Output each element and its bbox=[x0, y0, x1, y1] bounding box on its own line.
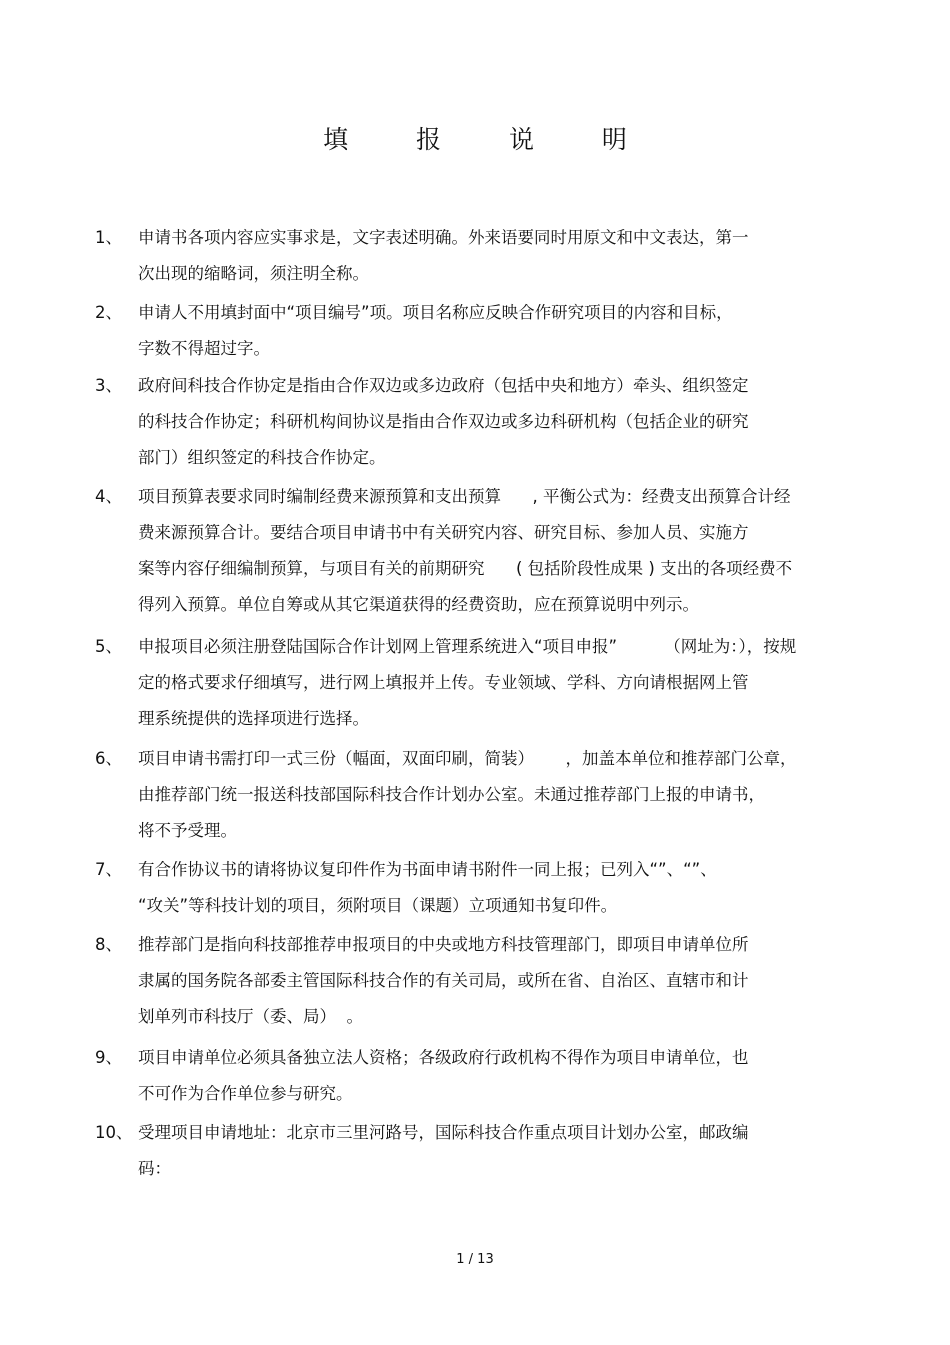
item-text-line: 政府间科技合作协定是指由合作双边或多边政府（包括中央和地方）牵头、组织签定 bbox=[138, 376, 749, 395]
item-text-line: 推荐部门是指向科技部推荐申报项目的中央或地方科技管理部门，即项目申请单位所 bbox=[138, 935, 749, 954]
instruction-item-4 bbox=[0, 479, 950, 614]
instruction-item-9 bbox=[0, 1040, 950, 1103]
item-text-line: 申请书各项内容应实事求是，文字表述明确。外来语要同时用原文和中文表达，第一 bbox=[138, 228, 749, 247]
instruction-item-5 bbox=[0, 629, 950, 728]
item-number: 2、 bbox=[95, 303, 122, 322]
item-text-line: 得列入预算。单位自筹或从其它渠道获得的经费资助，应在预算说明中列示。 bbox=[138, 595, 699, 614]
item-text-line: 案等内容仔细编制预算，与项目有关的前期研究 ( 包括阶段性成果 ) 支出的各项经费不 bbox=[138, 559, 793, 578]
instruction-item-2 bbox=[0, 295, 950, 358]
instruction-item-1 bbox=[0, 220, 950, 283]
item-text-line: 字数不得超过字。 bbox=[138, 339, 270, 358]
item-number: 7、 bbox=[95, 860, 122, 879]
item-text-line: 不可作为合作单位参与研究。 bbox=[138, 1084, 353, 1103]
item-number: 1、 bbox=[95, 228, 122, 247]
item-number: 4、 bbox=[95, 487, 122, 506]
item-text-line: 定的格式要求仔细填写，进行网上填报并上传。专业领域、学科、方向请根据网上管 bbox=[138, 673, 749, 692]
item-number: 5、 bbox=[95, 637, 122, 656]
item-text-line: 次出现的缩略词，须注明全称。 bbox=[138, 264, 369, 283]
item-number: 6、 bbox=[95, 749, 122, 768]
item-text-line: 项目申请书需打印一式三份（幅面，双面印刷，简装） ，加盖本单位和推荐部门公章， bbox=[138, 749, 797, 768]
item-text-line: 由推荐部门统一报送科技部国际科技合作计划办公室。未通过推荐部门上报的申请书， bbox=[138, 785, 765, 804]
item-text-line: “攻关”等科技计划的项目，须附项目（课题）立项通知书复印件。 bbox=[138, 896, 618, 915]
item-text-line: 的科技合作协定；科研机构间协议是指由合作双边或多边科研机构（包括企业的研究 bbox=[138, 412, 749, 431]
item-text-line: 将不予受理。 bbox=[138, 821, 237, 840]
item-text-line: 项目申请单位必须具备独立法人资格；各级政府行政机构不得作为项目申请单位，也 bbox=[138, 1048, 749, 1067]
item-text-line: 申请人不用填封面中“项目编号”项。项目名称应反映合作研究项目的内容和目标， bbox=[138, 303, 733, 322]
item-text-line: 划单列市科技厅（委、局） 。 bbox=[138, 1007, 363, 1026]
item-text-line: 费来源预算合计。要结合项目申请书中有关研究内容、研究目标、参加人员、实施方 bbox=[138, 523, 749, 542]
item-number: 3、 bbox=[95, 376, 122, 395]
instruction-item-10 bbox=[0, 1115, 950, 1178]
item-text-line: 部门）组织签定的科技合作协定。 bbox=[138, 448, 386, 467]
item-number: 9、 bbox=[95, 1048, 122, 1067]
instruction-item-6 bbox=[0, 741, 950, 840]
item-text-line: 项目预算表要求同时编制经费来源预算和支出预算 , 平衡公式为：经费支出预算合计经 bbox=[138, 487, 791, 506]
item-number: 10、 bbox=[95, 1123, 133, 1142]
page-number: 1 / 13 bbox=[456, 1252, 494, 1267]
item-text-line: 申报项目必须注册登陆国际合作计划网上管理系统进入“项目申报” （网址为：），按规 bbox=[138, 637, 797, 656]
instruction-item-7 bbox=[0, 852, 950, 915]
item-text-line: 码： bbox=[138, 1159, 171, 1178]
instruction-item-8 bbox=[0, 927, 950, 1026]
item-text-line: 理系统提供的选择项进行选择。 bbox=[138, 709, 369, 728]
page-title: 填 报 说 明 bbox=[323, 125, 657, 154]
instruction-item-3 bbox=[0, 368, 950, 467]
item-text-line: 隶属的国务院各部委主管国际科技合作的有关司局，或所在省、自治区、直辖市和计 bbox=[138, 971, 749, 990]
item-number: 8、 bbox=[95, 935, 122, 954]
item-text-line: 有合作协议书的请将协议复印件作为书面申请书附件一同上报；已列入“”、“”、 bbox=[138, 860, 717, 879]
item-text-line: 受理项目申请地址：北京市三里河路号，国际科技合作重点项目计划办公室，邮政编 bbox=[138, 1123, 749, 1142]
